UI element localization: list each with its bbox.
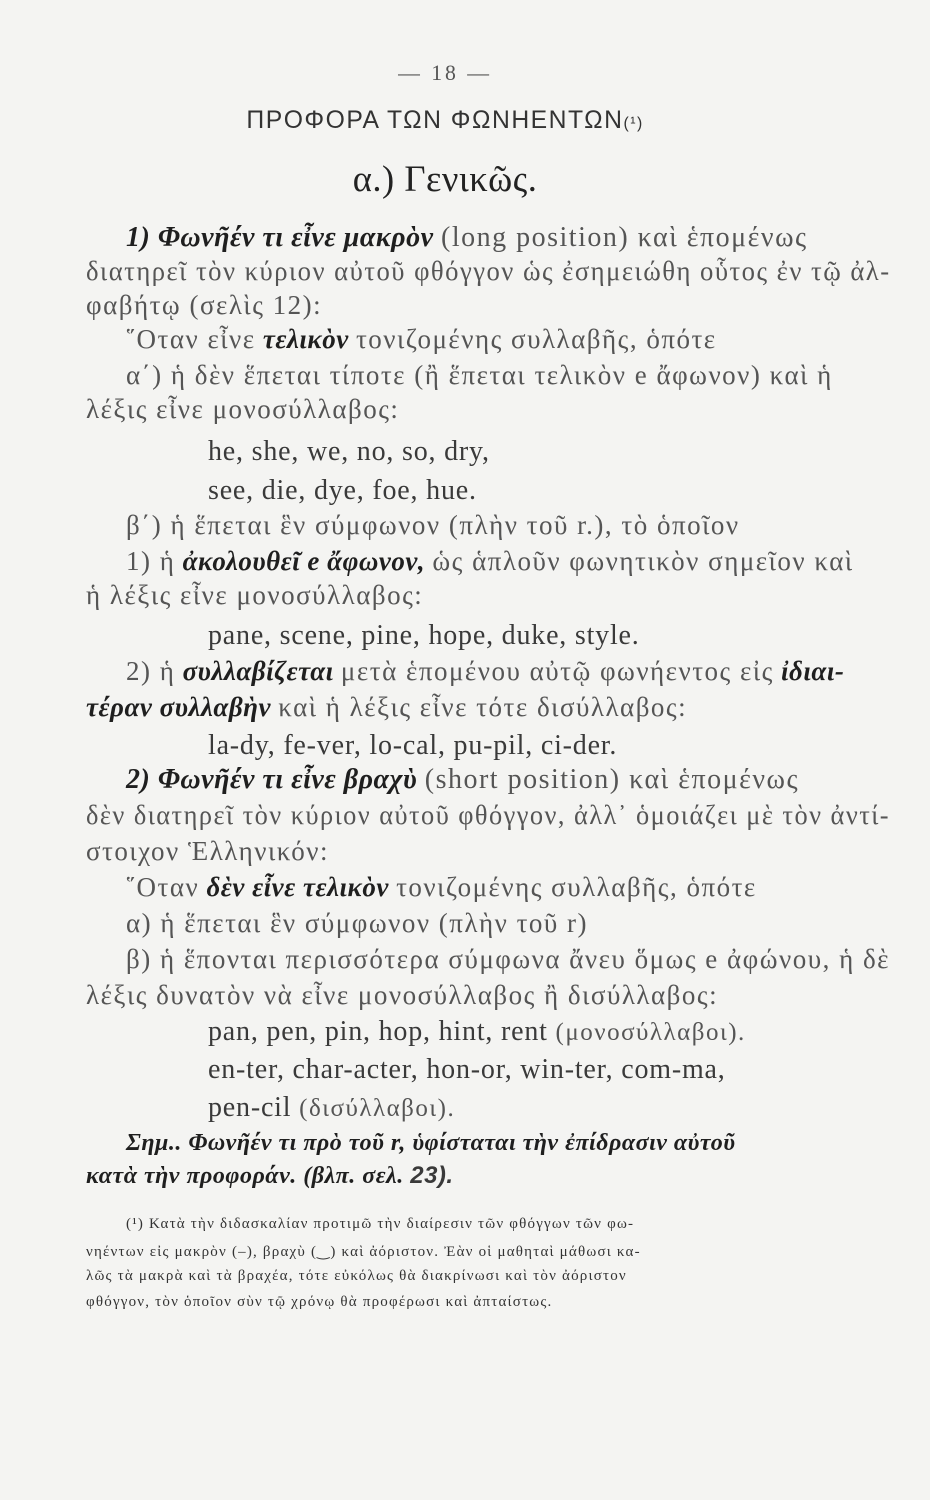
text-line: [126, 656, 844, 687]
text-line: β) ἡ ἕπονται περισσότερα σύμφωνα ἄνευ ὅμως e ἀφώνου, ἡ δὲ: [126, 944, 891, 974]
english-example-line: he, she, we, no, so, dry,: [208, 436, 490, 467]
text-run: τονιζομένης συλλαβῆς, ὁπότε: [355, 324, 717, 354]
rule-2-line: [126, 764, 799, 796]
note-text: κατὰ τὴν προφοράν. (βλπ. σελ.: [86, 1163, 404, 1189]
emphasis-run: ἰδιαι-: [781, 656, 845, 686]
heading-footnote-marker: (¹): [623, 115, 644, 132]
text-line: [126, 872, 757, 903]
rule-1-rest: (long position) καὶ ἑπομένως: [441, 222, 808, 253]
footnote-line: νηέντων εἰς μακρὸν (–), βραχὺ (‿) καὶ ἀόριστον. Ἐὰν οἱ μαθηταὶ μάθωσι κα-: [86, 1244, 641, 1260]
text-run: ῞Οταν εἶνε: [126, 324, 256, 354]
text-line: [126, 546, 854, 577]
english-example-line: see, die, dye, foe, hue.: [208, 475, 477, 506]
text-line: στοιχον Ἑλληνικόν:: [86, 836, 329, 866]
text-line: [126, 324, 717, 355]
text-run: μετὰ ἑπομένου αὐτῷ φωνήεντος εἰς: [340, 656, 774, 686]
emphasis-run: τέραν συλλαβὴν: [86, 692, 271, 722]
note-page-ref: 23).: [410, 1162, 454, 1189]
text-line: ἡ λέξις εἶνε μονοσύλλαβος:: [86, 580, 424, 610]
text-run: 2) ἡ: [126, 656, 176, 686]
english-example-line: [208, 1092, 455, 1124]
english-example-line: pane, scene, pine, hope, duke, style.: [208, 620, 640, 651]
note-text: Σημ.. Φωνῆέν τι πρὸ τοῦ r, ὑφίσταται τὴν: [126, 1130, 559, 1156]
english-example-line: en-ter, char-acter, hon-or, win-ter, com-ma,: [208, 1054, 726, 1085]
footnote-line: (¹) Κατὰ τὴν διδασκαλίαν προτιμῶ τὴν διαίρεσιν τῶν φθόγγων τῶν φω-: [126, 1216, 635, 1232]
emphasis-run: δὲν εἶνε τελικὸν: [206, 872, 389, 902]
example-gloss: (μονοσύλλαβοι).: [555, 1019, 746, 1046]
text-line: [86, 692, 687, 723]
emphasis-run: ἀκολουθεῖ e ἄφωνον,: [182, 546, 426, 576]
note-line: [126, 1130, 736, 1157]
example-words: pan, pen, pin, hop, hint, rent: [208, 1016, 548, 1047]
rule-2-rest: (short position) καὶ ἑπομένως: [424, 764, 800, 795]
english-example-line: la-dy, fe-ver, lo-cal, pu-pil, ci-der.: [208, 730, 618, 761]
emphasis-run: συλλαβίζεται: [182, 656, 334, 686]
text-line: φαβήτῳ (σελὶς 12):: [86, 290, 323, 320]
note-emphasis: ἐπίδρασιν αὐτοῦ: [565, 1130, 736, 1156]
section-heading: [0, 106, 890, 135]
rule-2-term: Φωνῆέν τι εἶνε βραχὺ: [157, 764, 418, 795]
footnote-line: φθόγγον, τὸν ὁποῖον σὺν τῷ χρόνῳ θὰ προφέρωσι καὶ ἀπταίστως.: [86, 1294, 553, 1310]
text-line: λέξις εἶνε μονοσύλλαβος:: [86, 394, 400, 424]
subsection-title: α.) Γενικῶς.: [352, 159, 538, 200]
text-run: καὶ ἡ λέξις εἶνε τότε δισύλλαβος:: [278, 692, 688, 722]
text-run: ὡς ἁπλοῦν φωνητικὸν σημεῖον καὶ: [432, 546, 854, 576]
note-line: [86, 1162, 454, 1190]
page-number: — 18 —: [398, 60, 493, 85]
footnote-line: λῶς τὰ μακρὰ καὶ τὰ βραχέα, τότε εὐκόλως θὰ διακρίνωσι καὶ τὸν ἀόριστον: [86, 1268, 627, 1284]
text-line: διατηρεῖ τὸν κύριον αὐτοῦ φθόγγον ὡς ἐσημειώθη οὗτος ἐν τῷ ἀλ-: [86, 256, 891, 286]
text-run: ῞Οταν: [126, 872, 200, 902]
text-line: α) ἡ ἕπεται ἓν σύμφωνον (πλὴν τοῦ r): [126, 908, 589, 938]
text-run: 1) ἡ: [126, 546, 176, 576]
text-line: α΄) ἡ δὲν ἕπεται τίποτε (ἢ ἕπεται τελικὸν e ἄφωνον) καὶ ἡ: [126, 360, 833, 390]
text-run: τονιζομένης συλλαβῆς, ὁπότε: [396, 872, 757, 902]
rule-2-number: 2): [126, 764, 151, 795]
rule-1-number: 1): [126, 222, 151, 253]
emphasis-run: τελικὸν: [262, 324, 349, 354]
rule-1-line: [126, 222, 808, 254]
text-line: β΄) ἡ ἕπεται ἓν σύμφωνον (πλὴν τοῦ r.), τὸ ὁποῖον: [126, 510, 740, 540]
english-example-line: [208, 1016, 746, 1048]
text-line: λέξις δυνατὸν νὰ εἶνε μονοσύλλαβος ἢ δισύλλαβος:: [86, 980, 719, 1010]
example-gloss: (δισύλλαβοι).: [299, 1095, 456, 1122]
example-words: pen-cil: [208, 1092, 292, 1123]
text-line: δὲν διατηρεῖ τὸν κύριον αὐτοῦ φθόγγον, ἀλλ᾽ ὁμοιάζει μὲ τὸν ἀντί-: [86, 800, 891, 830]
rule-1-term: Φωνῆέν τι εἶνε μακρὸν: [157, 222, 434, 253]
section-heading-text: ΠΡΟΦΟΡΑ ΤΩΝ ΦΩΝΗΕΝΤΩΝ: [246, 106, 624, 134]
